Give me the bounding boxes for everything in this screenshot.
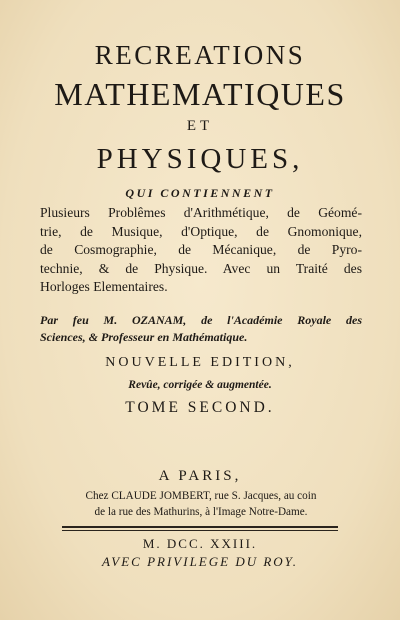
divider-rule-thin [62,530,338,531]
title-line-et: ET [186,118,214,134]
description-line: trie, de Musique, d'Optique, de Gnomonique, [40,223,362,239]
volume-statement: TOME SECOND. [125,399,275,416]
title-line-mathematiques: MATHEMATIQUES [54,76,346,112]
description-line: Horloges Elementaires. [40,279,168,294]
imprint-line: Chez CLAUDE JOMBERT, rue S. Jacques, au coin [85,490,317,502]
author-statement [40,312,362,346]
imprint-city: A PARIS, [158,468,242,484]
imprint-publisher [36,488,366,520]
description-line: Plusieurs Problêmes d'Arithmétique, de Géomé- [40,205,362,220]
divider-rule [62,526,338,528]
revision-statement: Revûe, corrigée & augmentée. [128,379,272,391]
author-line: Sciences, & Professeur en Mathématique. [40,330,248,344]
imprint-line: de la rue des Mathurins, à l'Image Notre-Dame. [94,506,308,518]
description-line: technie, & de Physique. Avec un Traité des [40,260,362,276]
title-line-recreations: RECREATIONS [94,40,306,70]
author-line: Par feu M. OZANAM, de l'Académie Royale des [40,313,362,327]
contents-description [40,204,362,297]
publication-date: M. DCC. XXIII. [142,536,258,551]
edition-statement: NOUVELLE EDITION, [105,355,295,370]
subtitle-qui-contiennent: QUI CONTIENNENT [125,186,275,200]
title-line-physiques: PHYSIQUES, [96,143,304,175]
royal-privilege: AVEC PRIVILEGE DU ROY. [102,554,298,569]
description-line: de Cosmographie, de Mécanique, de Pyro- [40,242,362,257]
